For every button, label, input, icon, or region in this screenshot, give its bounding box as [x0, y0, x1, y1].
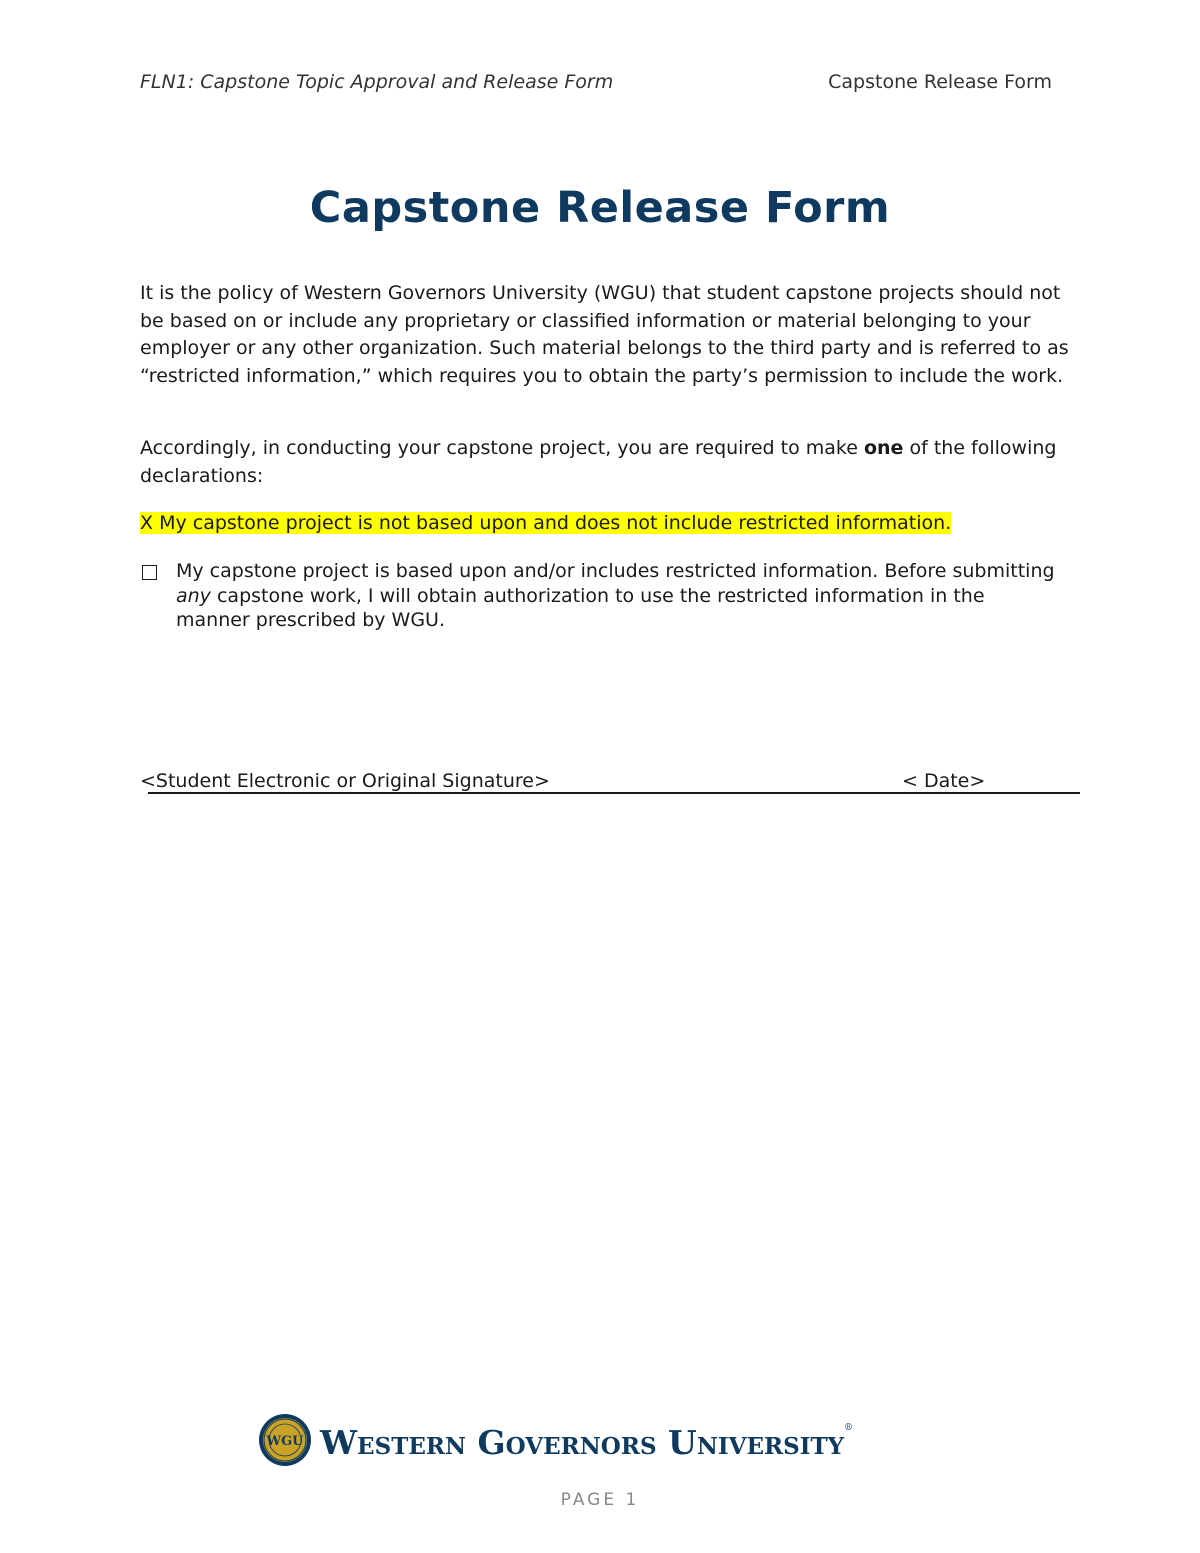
signature-label: <Student Electronic or Original Signature> — [140, 770, 550, 792]
declaration-restricted-checkbox[interactable] — [142, 565, 157, 580]
instructions-paragraph — [140, 435, 1070, 490]
wgu-wordmark-text: Western Governors University — [320, 1423, 845, 1462]
declaration-mark: X — [140, 512, 154, 534]
wgu-seal-icon — [258, 1413, 312, 1467]
declaration-not-restricted — [140, 510, 951, 537]
instructions-text-start: Accordingly, in conducting your capstone project, you are required to make — [140, 437, 864, 459]
declaration-not-restricted-text: My capstone project is not based upon and does not include restricted information. — [159, 512, 952, 534]
declaration-restricted-text-start: My capstone project is based upon and/or includes restricted information. Before submitting — [176, 560, 1055, 582]
signature-row — [140, 770, 1080, 796]
instructions-emphasis: one — [863, 437, 904, 459]
header-document-title: FLN1: Capstone Topic Approval and Release Form — [140, 71, 614, 93]
policy-paragraph: It is the policy of Western Governors University (WGU) that student capstone projects should not be based on or include any proprietary or classified information or material belonging to your employer or any other organization. Such material belongs to the third party and is referred to as “restricted information,” which requires you to obtain the party’s permission to include the work. — [140, 282, 1069, 387]
wgu-seal-monogram: WGU — [266, 1434, 304, 1449]
declaration-highlight — [140, 512, 951, 534]
wgu-logo — [258, 1413, 918, 1469]
declaration-restricted-emphasis: any — [176, 584, 211, 607]
wgu-wordmark — [320, 1423, 853, 1462]
header-form-name: Capstone Release Form — [828, 71, 1052, 93]
declaration-restricted-text — [176, 559, 1056, 633]
date-label: < Date> — [902, 770, 986, 792]
page-title: Capstone Release Form — [309, 183, 891, 233]
page-number: PAGE 1 — [560, 1490, 640, 1510]
declaration-restricted-text-end: capstone work, I will obtain authorization to use the restricted information in the manner prescribed by WGU. — [176, 584, 985, 631]
trademark-symbol: ® — [844, 1423, 854, 1433]
signature-line[interactable] — [148, 792, 1080, 794]
instructions-text-end: of the following declarations: — [140, 437, 1057, 487]
